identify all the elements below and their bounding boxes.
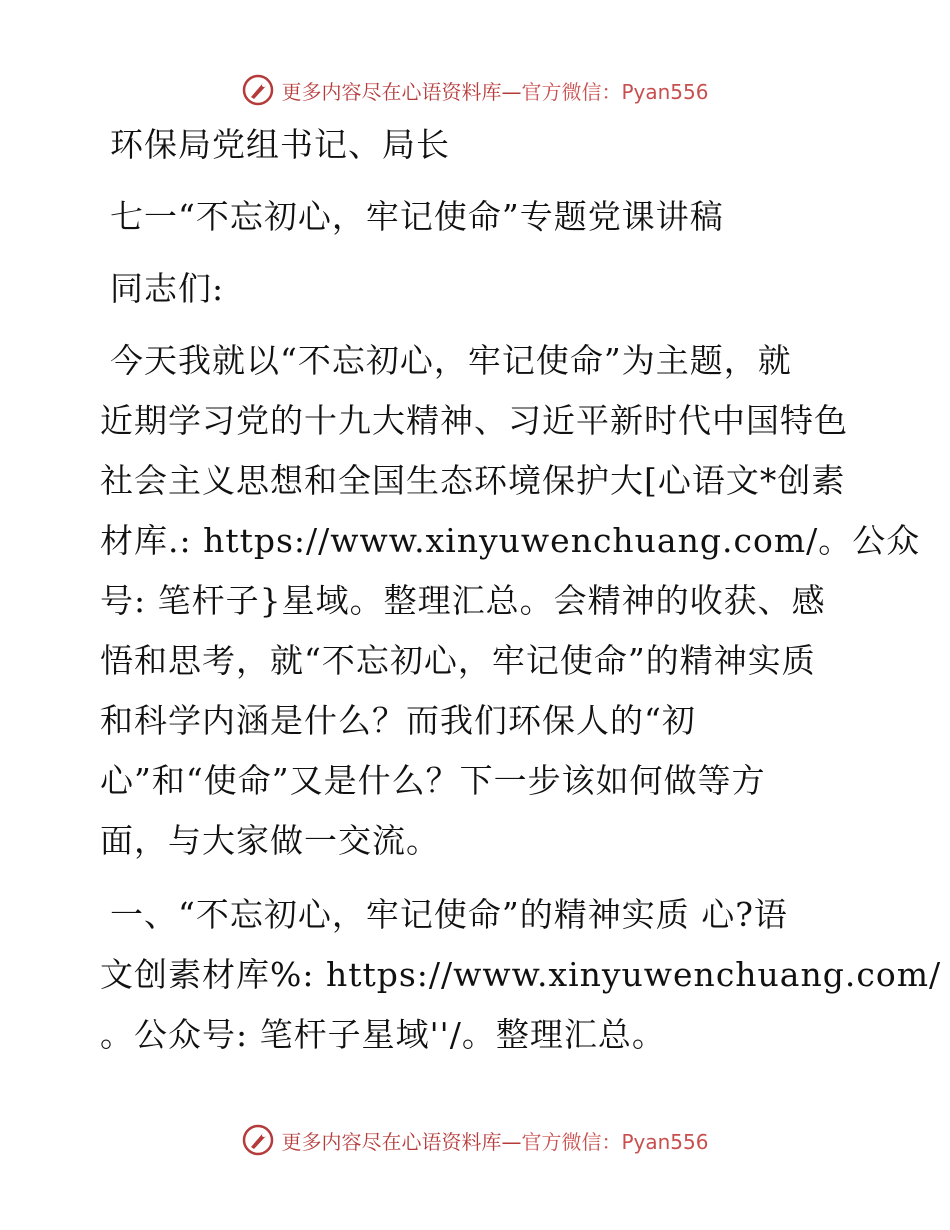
paragraph-line: 近期学习党的十九大精神、习近平新时代中国特色 [100,401,848,440]
paragraph-line: 面，与大家做一交流。 [100,821,440,860]
watermark-text: 更多内容尽在心语资料库 [281,1129,502,1154]
watermark-wechat: 官方微信：Pyan556 [521,1129,709,1154]
paragraph-line: 号: 笔杆子}星域。整理汇总。会精神的收获、感 [100,581,826,620]
watermark-header [0,70,950,110]
heading-title: 环保局党组书记、局长 [110,125,450,164]
paragraph-line: 悟和思考，就“不忘初心，牢记使命”的精神实质 [100,641,816,680]
paragraph-line: 心”和“使命”又是什么？下一步该如何做等方 [100,761,766,800]
paragraph-line: 今天我就以“不忘初心，牢记使命”为主题，就 [110,341,792,380]
paragraph-line: 社会主义思想和全国生态环境保护大[心语文*创素 [100,461,846,500]
heading-topic: 七一“不忘初心，牢记使命”专题党课讲稿 [110,197,724,236]
paragraph-line: 材库.: https://www.xinyuwenchuang.com/。公众 [100,521,921,560]
pen-nib-logo-icon [241,73,275,107]
section-1 [100,885,942,1065]
watermark-footer [0,1120,950,1160]
paragraph-line: 和科学内涵是什么？而我们环保人的“初 [100,701,696,740]
section-line: 文创素材库%: https://www.xinyuwenchuang.com/ [100,955,942,994]
watermark-text: 更多内容尽在心语资料库 [281,79,502,104]
section-heading-line: 一、“不忘初心，牢记使命”的精神实质 心?语 [110,895,788,934]
document-body [100,118,942,1065]
watermark-wechat: 官方微信：Pyan556 [521,79,709,104]
watermark-dash: — [501,1129,522,1154]
pen-nib-logo-icon [241,1123,275,1157]
watermark-dash: — [501,79,522,104]
section-line: 。公众号: 笔杆子星域''/。整理汇总。 [100,1015,666,1054]
salutation: 同志们: [110,269,225,308]
paragraph-1 [100,331,921,871]
